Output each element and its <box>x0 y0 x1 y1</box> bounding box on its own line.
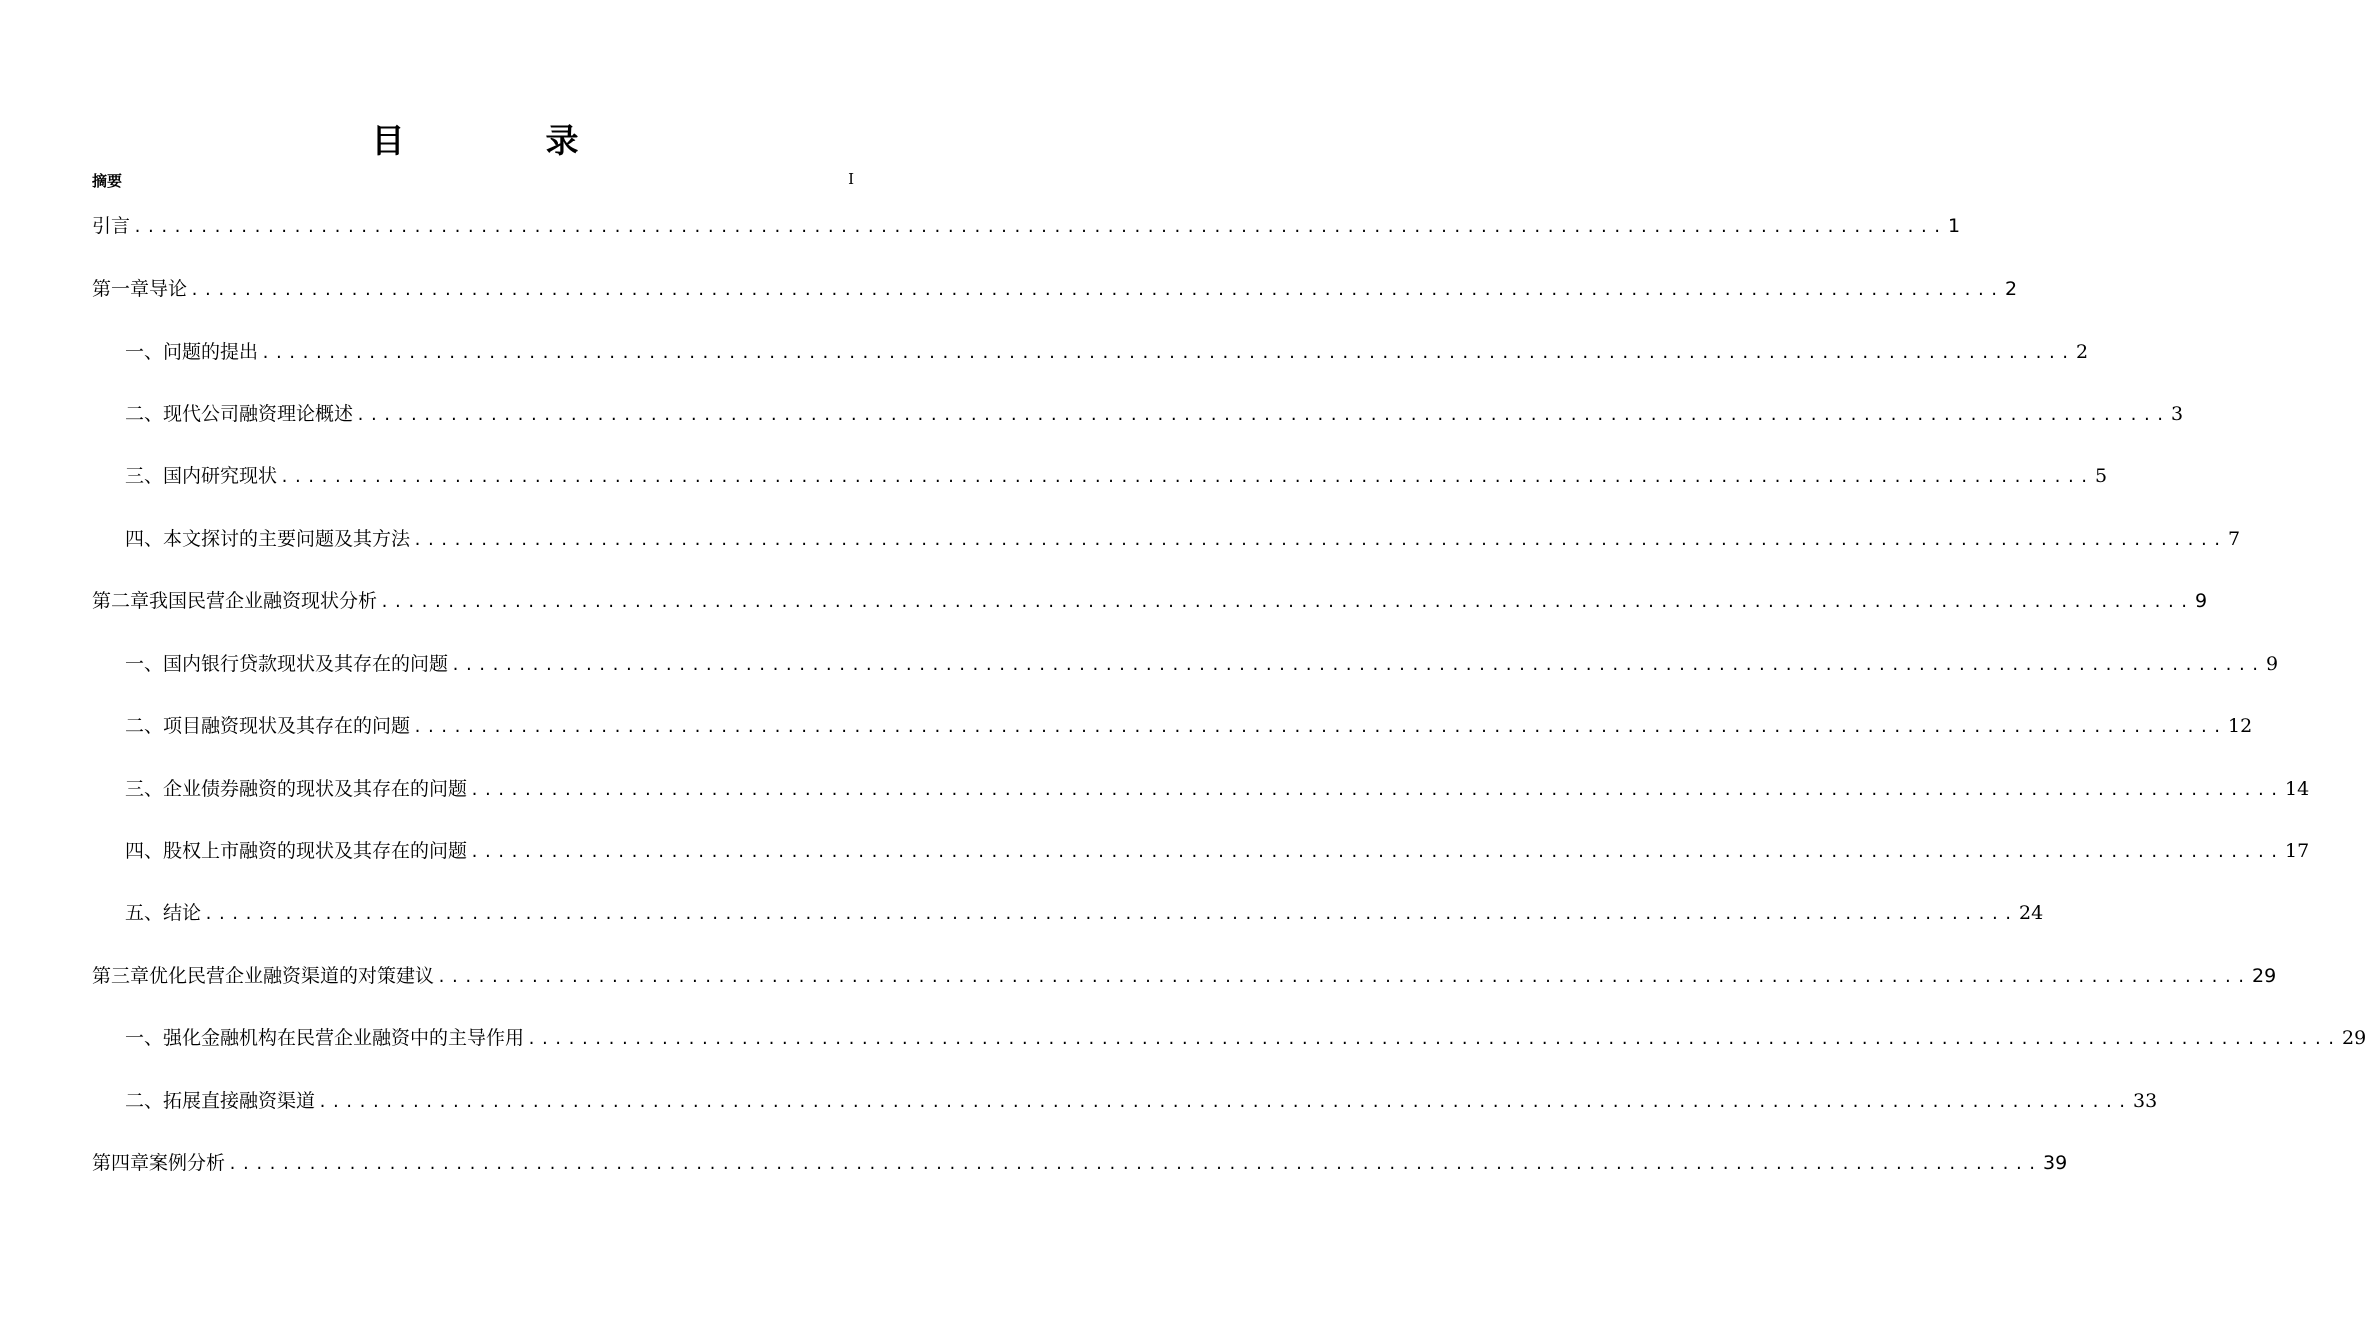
dot-leader: ........................................................................................................................................ <box>437 968 2251 986</box>
toc-entry-title: 四、本文探讨的主要问题及其方法 <box>125 528 411 550</box>
toc-entry-title: 我国民营企业融资现状分析 <box>149 590 378 612</box>
toc-entry-chapter-3[interactable] <box>92 961 2277 991</box>
toc-page-number: 14 <box>2285 778 2310 800</box>
toc-page-number: 12 <box>2228 715 2253 737</box>
toc-page-number: 3 <box>2171 403 2184 425</box>
dot-leader: ........................................................................................................................................ <box>470 781 2283 799</box>
dot-leader: ........................................................................................................................................ <box>133 218 1947 236</box>
toc-entry-title: 一、国内银行贷款现状及其存在的问题 <box>125 653 449 675</box>
toc-entry-title: 五、结论 <box>125 902 202 924</box>
toc-entry-title: 二、拓展直接融资渠道 <box>125 1090 316 1112</box>
toc-abstract-page: I <box>848 170 854 188</box>
dot-leader: ........................................................................................................................................ <box>356 406 2169 424</box>
dot-leader: ........................................................................................................................................ <box>527 1030 2340 1048</box>
toc-entry-section[interactable] <box>92 1086 2158 1116</box>
toc-entry-section[interactable] <box>92 1023 2366 1053</box>
toc-entry-title: 二、现代公司融资理论概述 <box>125 403 354 425</box>
toc-abstract-row[interactable] <box>92 170 854 190</box>
dot-leader: ........................................................................................................................................ <box>470 843 2283 861</box>
toc-page-number: 2 <box>2005 278 2018 300</box>
toc-entry-section[interactable] <box>92 711 2253 741</box>
dot-leader: ........................................................................................................................................ <box>451 656 2264 674</box>
dot-leader: ........................................................................................................................................ <box>228 1155 2042 1173</box>
dot-leader: ........................................................................................................................................ <box>280 468 2093 486</box>
toc-entry-title: 优化民营企业融资渠道的对策建议 <box>149 965 435 987</box>
toc-page-number: 29 <box>2342 1027 2366 1049</box>
dot-leader: ........................................................................................................................................ <box>413 718 2226 736</box>
toc-entry-section[interactable] <box>92 898 2044 928</box>
toc-page-number: 24 <box>2019 902 2044 924</box>
dot-leader: ........................................................................................................................................ <box>261 344 2074 362</box>
toc-entry-title: 案例分析 <box>149 1152 226 1174</box>
toc-entry-title: 三、企业债券融资的现状及其存在的问题 <box>125 778 468 800</box>
toc-chapter-number: 第三章 <box>92 965 150 987</box>
toc-entry-title: 言 <box>111 215 131 237</box>
toc-entry-section[interactable] <box>92 524 2241 554</box>
toc-entry-title: 导论 <box>149 278 188 300</box>
toc-page-number: 9 <box>2266 653 2279 675</box>
toc-entry-section[interactable] <box>92 774 2310 804</box>
dot-leader: ........................................................................................................................................ <box>204 905 2017 923</box>
toc-entry-section[interactable] <box>92 337 2089 367</box>
toc-chapter-number: 第四章 <box>92 1152 150 1174</box>
toc-entry-title: 四、股权上市融资的现状及其存在的问题 <box>125 840 468 862</box>
toc-page-number: 33 <box>2133 1090 2158 1112</box>
toc-entry-title: 一、强化金融机构在民营企业融资中的主导作用 <box>125 1027 525 1049</box>
toc-entry-chapter-1[interactable] <box>92 274 2018 304</box>
toc-entry-title: 一、问题的提出 <box>125 341 259 363</box>
dot-leader: ........................................................................................................................................ <box>380 593 2194 611</box>
toc-entry-section[interactable] <box>92 461 2108 491</box>
toc-chapter-number: 第二章 <box>92 590 150 612</box>
toc-page-number: 7 <box>2228 528 2241 550</box>
dot-leader: ........................................................................................................................................ <box>413 531 2226 549</box>
toc-page-number: 9 <box>2195 590 2208 612</box>
toc-entry-section[interactable] <box>92 836 2310 866</box>
toc-chapter-number: 第一章 <box>92 278 150 300</box>
toc-entry-chapter-2[interactable] <box>92 586 2208 616</box>
toc-page-number: 2 <box>2076 341 2089 363</box>
dot-leader: ........................................................................................................................................ <box>190 281 2004 299</box>
toc-entry-chapter-4[interactable] <box>92 1148 2068 1178</box>
toc-page-number: 5 <box>2095 465 2108 487</box>
page-title: 目 录 <box>371 121 633 160</box>
toc-page-number: 1 <box>1948 215 1961 237</box>
toc-abstract-label: 摘要 <box>92 172 123 190</box>
dot-leader: ........................................................................................................................................ <box>318 1093 2131 1111</box>
toc-entry-intro[interactable] <box>92 211 1961 241</box>
toc-page-number: 17 <box>2285 840 2310 862</box>
toc-entry-title: 三、国内研究现状 <box>125 465 278 487</box>
toc-entry-title: 二、项目融资现状及其存在的问题 <box>125 715 411 737</box>
toc-entry-section[interactable] <box>92 649 2279 679</box>
toc-chapter-number: 引 <box>92 215 112 237</box>
toc-entry-section[interactable] <box>92 399 2184 429</box>
toc-page-number: 39 <box>2043 1152 2068 1174</box>
toc-page-number: 29 <box>2252 965 2277 987</box>
